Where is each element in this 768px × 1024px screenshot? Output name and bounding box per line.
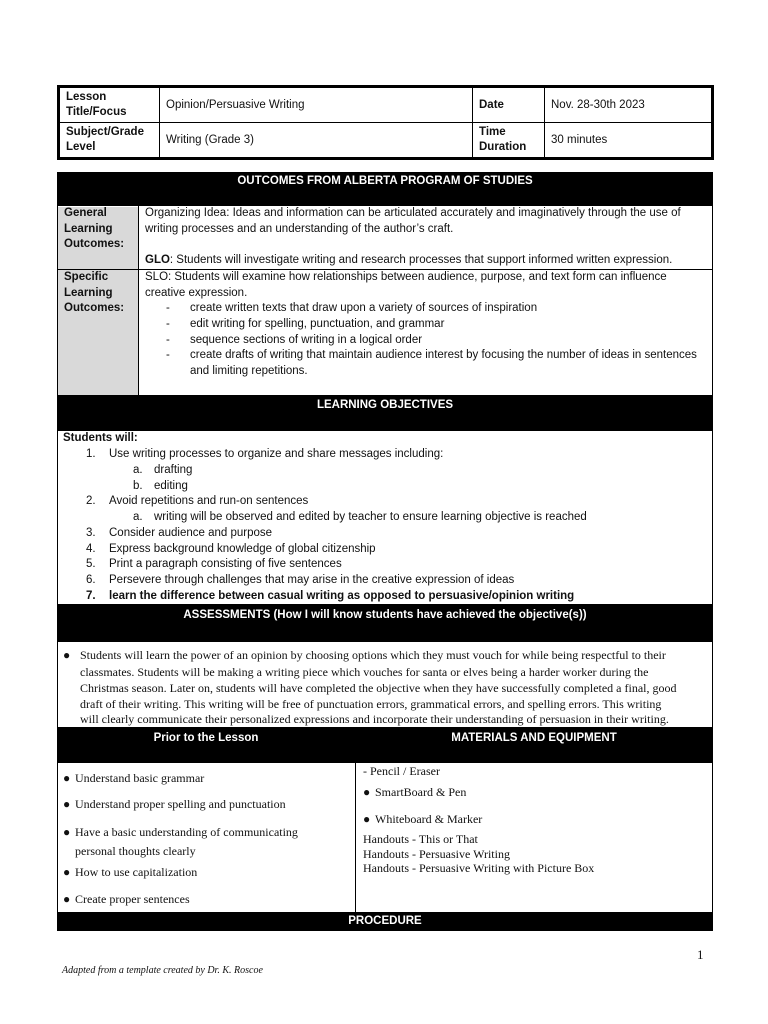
general-outcomes-label: General Learning Outcomes: <box>64 207 125 251</box>
materials-item: Handouts - This or That <box>363 832 478 846</box>
prior-item: How to use capitalization <box>75 865 198 879</box>
objective-number: 5. <box>86 558 96 570</box>
slo-dash: - <box>166 318 170 330</box>
materials-heading: MATERIALS AND EQUIPMENT <box>451 732 617 744</box>
assessment-line: will clearly communicate their personalized expressions and incorporate their understanding of persuasion in their writing. <box>80 712 669 726</box>
assessment-line: classmates. Students will be making a writing piece which vouches for santa or elves being a harder worker during the <box>80 665 649 679</box>
slo-item: create drafts of writing that maintain audience interest by focusing the number of ideas in sentences <box>190 349 697 361</box>
general-outcome-text-2: writing processes and an understanding of the author’s craft. <box>145 223 454 235</box>
objective-number: 6. <box>86 574 96 586</box>
materials-bullet: ● <box>363 812 371 826</box>
subject-grade-label: Subject/Grade Level <box>66 126 144 153</box>
assessment-line: Students will learn the power of an opinion by choosing options which they must vouch for while being respectful to their <box>80 648 666 662</box>
template-credit: Adapted from a template created by Dr. K. Roscoe <box>62 965 263 976</box>
materials-bullet: ● <box>363 785 371 799</box>
objective-subletter: b. <box>133 480 143 492</box>
slo-line <box>145 270 667 286</box>
date-value: Nov. 28-30th 2023 <box>551 99 645 111</box>
objective-item: Print a paragraph consisting of five sentences <box>109 558 342 570</box>
slo-label: SLO <box>145 271 169 283</box>
prior-bullet: ● <box>63 825 71 839</box>
slo-item: edit writing for spelling, punctuation, and grammar <box>190 318 445 330</box>
objective-subitem: drafting <box>154 464 193 476</box>
page-number: 1 <box>697 947 704 962</box>
prior-bullet: ● <box>63 892 71 906</box>
slo-text-1: : Students will examine how relationships between audience, purpose, and text form can influence <box>168 271 667 283</box>
prior-item: personal thoughts clearly <box>75 844 196 858</box>
objective-subitem: writing will be observed and edited by teacher to ensure learning objective is reached <box>154 511 587 523</box>
materials-item: Handouts - Persuasive Writing <box>363 847 510 861</box>
glo-label: GLO <box>145 254 170 266</box>
prior-item: Understand proper spelling and punctuation <box>75 797 286 811</box>
lesson-header-table <box>57 85 714 160</box>
assessments-heading: ASSESSMENTS (How I will know students have achieved the objective(s)) <box>57 604 713 642</box>
objective-item: Persevere through challenges that may arise in the creative expression of ideas <box>109 574 515 586</box>
glo-line <box>145 253 672 269</box>
prior-item: Understand basic grammar <box>75 771 205 785</box>
prior-bullet: ● <box>63 797 71 811</box>
objective-item: Express background knowledge of global citizenship <box>109 543 376 555</box>
materials-item: - Pencil / Eraser <box>363 764 440 778</box>
objective-item: Avoid repetitions and run-on sentences <box>109 495 309 507</box>
lesson-title-label: Lesson Title/Focus <box>66 91 127 118</box>
objective-number: 2. <box>86 495 96 507</box>
objective-subletter: a. <box>133 511 143 523</box>
objective-item: Consider audience and purpose <box>109 527 273 539</box>
objective-number: 4. <box>86 543 96 555</box>
objective-subletter: a. <box>133 464 143 476</box>
objective-subitem: editing <box>154 480 188 492</box>
materials-item: SmartBoard & Pen <box>375 785 467 799</box>
slo-dash: - <box>166 334 170 346</box>
time-duration-value: 30 minutes <box>551 134 608 146</box>
prior-heading: Prior to the Lesson <box>153 732 259 744</box>
materials-item: Whiteboard & Marker <box>375 812 483 826</box>
procedure-heading: PROCEDURE <box>57 912 713 931</box>
objective-item: learn the difference between casual writing as opposed to persuasive/opinion writing <box>109 590 575 602</box>
lesson-title-value: Opinion/Persuasive Writing <box>166 99 305 111</box>
date-label: Date <box>479 98 504 111</box>
slo-item: and limiting repetitions. <box>190 365 308 377</box>
outcomes-heading: OUTCOMES FROM ALBERTA PROGRAM OF STUDIES <box>57 172 713 206</box>
objectives-heading: LEARNING OBJECTIVES <box>57 395 713 431</box>
prior-item: Have a basic understanding of communicating <box>75 825 298 839</box>
materials-item: Handouts - Persuasive Writing with Picture Box <box>363 861 595 875</box>
slo-item: create written texts that draw upon a variety of sources of inspiration <box>190 302 538 314</box>
slo-item: sequence sections of writing in a logical order <box>190 334 423 346</box>
slo-dash: - <box>166 302 170 314</box>
glo-text: : Students will investigate writing and research processes that support informed written expression. <box>169 254 673 266</box>
objectives-intro: Students will: <box>63 432 138 444</box>
assessment-bullet: ● <box>63 648 71 662</box>
objective-item: Use writing processes to organize and share messages including: <box>109 448 444 460</box>
objective-number: 3. <box>86 527 96 539</box>
subject-grade-value: Writing (Grade 3) <box>166 134 254 146</box>
slo-text-2: creative expression. <box>145 287 248 299</box>
prior-item: Create proper sentences <box>75 892 190 906</box>
prior-bullet: ● <box>63 771 71 785</box>
assessment-line: Christmas season. Later on, students will have completed the objective when they have successfully completed a final, good <box>80 681 677 695</box>
objective-number: 1. <box>86 448 96 460</box>
prior-bullet: ● <box>63 865 71 879</box>
general-outcome-text-1: Organizing Idea: Ideas and information can be articulated accurately and imaginatively through the use of <box>145 207 681 219</box>
slo-dash: - <box>166 349 170 361</box>
assessment-line: draft of their writing. This writing will be free of punctuation errors, grammatical errors, and spelling errors. This writing <box>80 697 662 711</box>
specific-outcomes-label: Specific Learning Outcomes: <box>64 271 125 315</box>
time-duration-label: Time Duration <box>479 126 527 153</box>
objective-number: 7. <box>86 590 96 602</box>
